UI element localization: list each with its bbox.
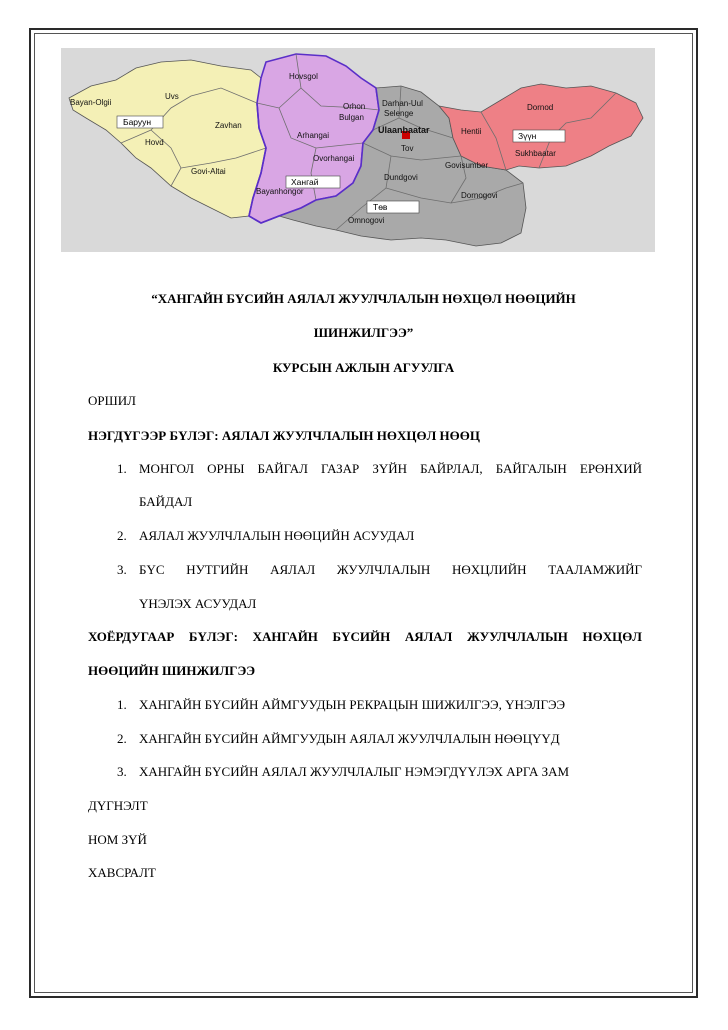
aimag-label: Arhangai [297, 131, 330, 140]
region-label-central: Төв [373, 202, 388, 212]
toc-intro: ОРШИЛ [88, 393, 136, 408]
aimag-label: Ulaanbaatar [378, 125, 430, 135]
chapter1-item-1: МОНГОЛ ОРНЫ БАЙГАЛ ГАЗАР ЗҮЙН БАЙРЛАЛ, БАЙГАЛЫН ЕРӨНХИЙ [139, 461, 642, 476]
aimag-label: Hovd [145, 138, 164, 147]
chapter2-heading-cont: НӨӨЦИЙН ШИНЖИЛГЭЭ [88, 663, 256, 678]
aimag-label: Sukhbaatar [515, 149, 556, 158]
toc-item-number: 3. [117, 764, 127, 779]
chapter1-item-3-cont: ҮНЭЛЭХ АСУУДАЛ [139, 596, 257, 611]
toc-appendix: ХАВСРАЛТ [88, 865, 156, 880]
region-label-west: Баруун [123, 117, 152, 127]
aimag-label: Dornod [527, 103, 554, 112]
chapter2-item-2: ХАНГАЙН БҮСИЙН АЙМГУУДЫН АЯЛАЛ ЖУУЛЧЛАЛЫН НӨӨЦҮҮД [139, 731, 560, 746]
aimag-label: Ovorhangai [313, 154, 355, 163]
document-title-line2: ШИНЖИЛГЭЭ” [313, 325, 414, 340]
chapter2-heading: ХОЁРДУГААР БҮЛЭГ: ХАНГАЙН БҮСИЙН АЯЛАЛ ЖУУЛЧЛАЛЫН НӨХЦӨЛ [88, 629, 642, 644]
aimag-label: Uvs [165, 92, 179, 101]
region-label-east: Зүүн [518, 131, 537, 141]
chapter1-item-2: АЯЛАЛ ЖУУЛЧЛАЛЫН НӨӨЦИЙН АСУУДАЛ [139, 528, 415, 543]
aimag-label: Selenge [384, 109, 414, 118]
toc-bibliography: НОМ ЗҮЙ [88, 832, 147, 847]
region-west [69, 60, 266, 218]
document-title-line1: “ХАНГАЙН БҮСИЙН АЯЛАЛ ЖУУЛЧЛАЛЫН НӨХЦӨЛ НӨӨЦИЙН [151, 291, 576, 306]
aimag-label: Zavhan [215, 121, 242, 130]
aimag-label: Darhan-Uul [382, 99, 423, 108]
toc-item-number: 3. [117, 562, 127, 577]
aimag-label: Bayanhongor [256, 187, 304, 196]
toc-item-number: 1. [117, 697, 127, 712]
chapter1-heading: НЭГДҮГЭЭР БҮЛЭГ: АЯЛАЛ ЖУУЛЧЛАЛЫН НӨХЦӨЛ НӨӨЦ [88, 428, 480, 443]
aimag-label: Bulgan [339, 113, 364, 122]
aimag-label: Govisumber [445, 161, 489, 170]
aimag-label: Dundgovi [384, 173, 418, 182]
aimag-label: Omnogovi [348, 216, 385, 225]
chapter2-item-1: ХАНГАЙН БҮСИЙН АЙМГУУДЫН РЕКРАЦЫН ШИЖИЛГЭЭ, ҮНЭЛГЭЭ [139, 697, 566, 712]
chapter1-item-1-cont: БАЙДАЛ [139, 494, 193, 509]
mongolia-regions-map [61, 48, 655, 252]
toc-item-number: 2. [117, 731, 127, 746]
aimag-label: Govi-Altai [191, 167, 226, 176]
chapter1-item-3: БҮС НУТГИЙН АЯЛАЛ ЖУУЛЧЛАЛЫН НӨХЦЛИЙН ТААЛАМЖИЙГ [139, 562, 642, 577]
region-label-khangai: Хангай [291, 177, 319, 187]
toc-conclusion: ДҮГНЭЛТ [88, 798, 148, 813]
aimag-label: Tov [401, 144, 414, 153]
aimag-label: Bayan-Olgii [70, 98, 112, 107]
aimag-label: Orhon [343, 102, 366, 111]
aimag-label: Dornogovi [461, 191, 498, 200]
toc-item-number: 2. [117, 528, 127, 543]
aimag-label: Hentii [461, 127, 482, 136]
document-subtitle: КУРСЫН АЖЛЫН АГУУЛГА [272, 360, 455, 375]
toc-item-number: 1. [117, 461, 127, 476]
chapter2-item-3: ХАНГАЙН БҮСИЙН АЯЛАЛ ЖУУЛЧЛАЛЫГ НЭМЭГДҮҮЛЭХ АРГА ЗАМ [139, 764, 570, 779]
aimag-label: Hovsgol [289, 72, 318, 81]
